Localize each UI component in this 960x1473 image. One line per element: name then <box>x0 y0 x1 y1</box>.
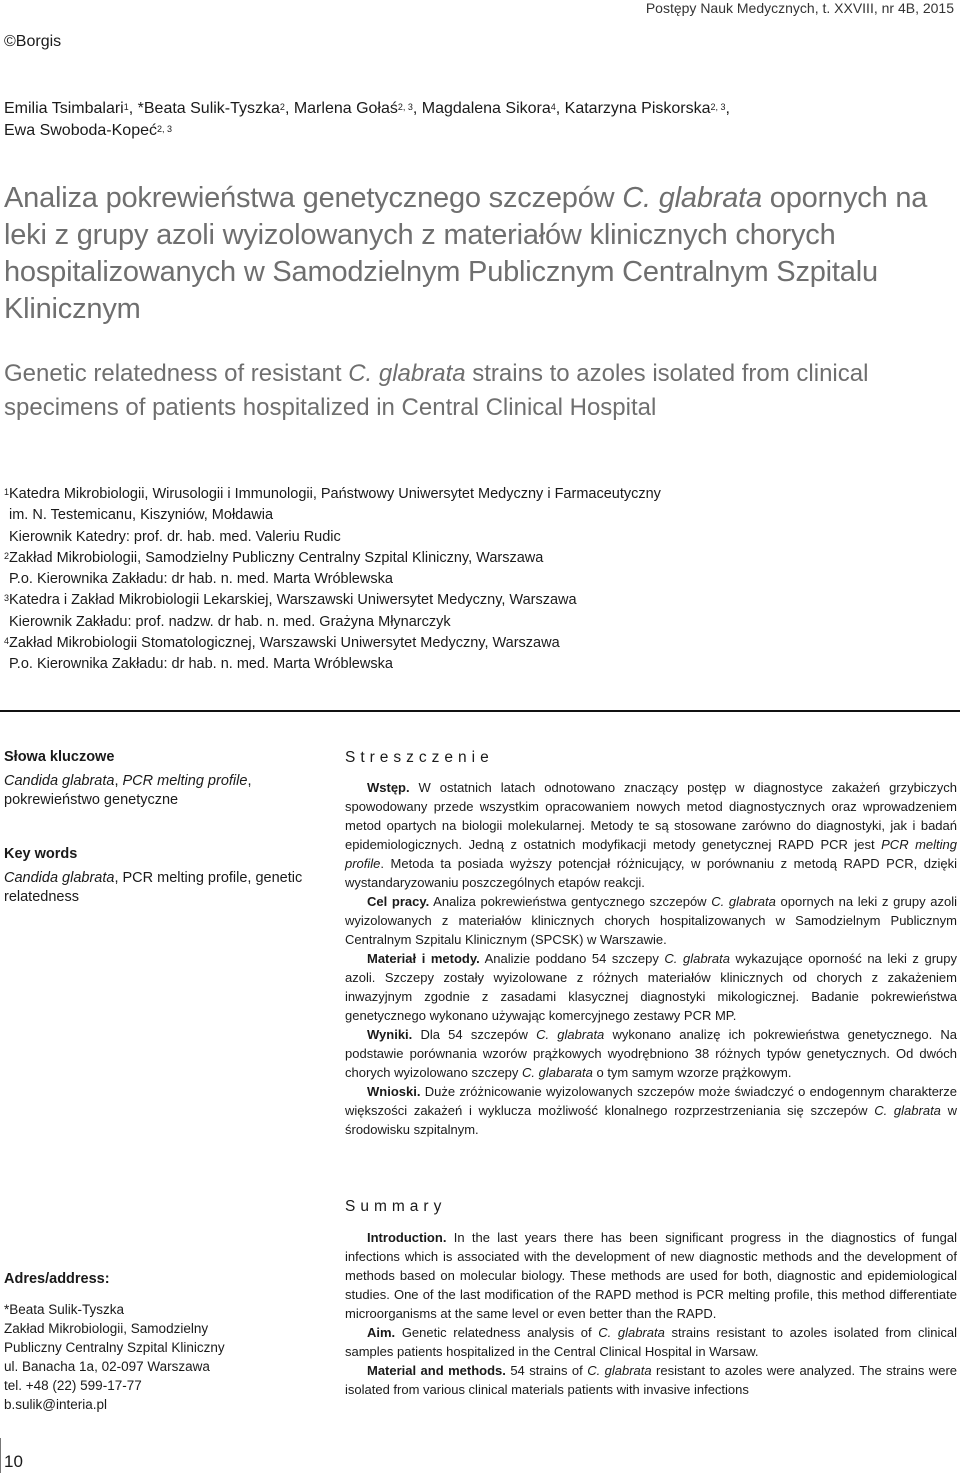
affiliation-text: Zakład Mikrobiologii Stomatologicznej, Warszawski Uniwersytet Medyczny, Warszawa <box>9 635 560 652</box>
keywords-polish <box>4 748 304 810</box>
affiliation-line <box>4 548 944 569</box>
title-english <box>4 357 954 425</box>
page-number: 10 <box>4 1452 23 1471</box>
abstract-english-heading: Summary <box>345 1198 447 1215</box>
paragraph-text: wykazujące oporność na leki z grupy azoli. Szczepy zostały wyizolowane z różnych materiałów klinicznych od chorych z zakażeniem inwazyjnym zgodnie z zasadami klasycznej diagnostyki mikologicznej. Badanie pokrewieństwa genetycznego wykonano używając komercyjnego zestawy PCR MP. <box>345 951 957 1023</box>
paragraph-text: Analiza pokrewieństwa gentycznego szczepów <box>429 894 712 909</box>
keywords-polish-heading: Słowa kluczowe <box>4 749 115 765</box>
title-polish-species: C. glabrata <box>622 182 762 214</box>
paragraph-label: Aim. <box>367 1325 396 1340</box>
title-polish-pre: Analiza pokrewieństwa genetycznego szczepów <box>4 182 623 214</box>
affiliation-text: Katedra Mikrobiologii, Wirusologii i Immunologii, Państwowy Uniwersytet Medyczny i Farmaceutyczny <box>9 486 661 502</box>
affiliation-line <box>4 633 944 654</box>
keyword-italic: Candida glabrata <box>4 870 115 886</box>
affiliation-text: P.o. Kierownika Zakładu: dr hab. n. med. Marta Wróblewska <box>9 571 393 588</box>
paragraph-text: resistant to azoles were analyzed. The strains were isolated from various clinical materials patients with invasive infections <box>345 1363 958 1397</box>
abstract-paragraph <box>345 778 957 892</box>
title-polish-post: opornych na leki z grupy azoli wyizolowanych z materiałów klinicznych chorych hospitalizowanych w Samodzielnym Publicznym Centralnym Szpitalu Klinicznym <box>4 182 928 325</box>
address-line: *Beata Sulik-Tyszka <box>4 1302 125 1317</box>
journal-citation: Postępy Nauk Medycznych, t. XXVIII, nr 4B, 2015 <box>645 0 954 16</box>
keywords-english-list <box>4 869 304 907</box>
paragraph-label: Materiał i metody. <box>367 951 480 966</box>
affiliation-number: 3 <box>4 593 10 604</box>
paragraph-text: strains resistant to azoles isolated from clinical samples patients hospitalized in the Central Clinical Hospital in Warsaw. <box>345 1325 957 1359</box>
affiliation-line <box>4 505 944 526</box>
affiliations <box>4 484 944 676</box>
title-polish <box>4 180 954 328</box>
affiliation-line <box>4 527 944 548</box>
author-name: Emilia Tsimbalari <box>4 100 124 117</box>
affiliation-text: Katedra i Zakład Mikrobiologii Lekarskiej, Warszawski Uniwersytet Medyczny, Warszawa <box>9 592 577 609</box>
address-line: Publiczny Centralny Szpital Kliniczny <box>4 1340 225 1355</box>
keywords-polish-list <box>4 772 304 810</box>
paragraph-label: Wstęp. <box>367 780 410 795</box>
affiliation-number: 1 <box>4 487 10 497</box>
address-email: b.sulik@interia.pl <box>4 1397 107 1412</box>
correspondence-address <box>4 1270 304 1414</box>
paragraph-text: W ostatnich latach odnotowano znaczący postęp w diagnostyce zakażeń grzybiczych spowodowany przede wszystkim opracowaniem nowych metod diagnostycznych oraz wprowadzeniem metod opartych na biologii molekularnej. Metody te są stosowane zarówno do diagnostyki, jak i badań epidemiologicznych. Jedną z ostatnich modyfikacji metody genetycznej RAPD PCR jest <box>345 780 957 852</box>
affiliation-line <box>4 654 944 675</box>
abstract-polish <box>345 748 957 1139</box>
affiliation-text: Zakład Mikrobiologii, Samodzielny Publiczny Centralny Szpital Kliniczny, Warszawa <box>9 549 544 566</box>
affiliation-number: 2 <box>4 550 10 561</box>
abstract-paragraph <box>345 892 957 949</box>
paragraph-text: wykonano analizę ich pokrewieństwa genetycznego. Na podstawie porównania wzorów prążkowych wyodrębniono 38 różnych typów genetycznych. Od dwóch chorych wyizolowano szczepy <box>345 1027 957 1080</box>
paragraph-text: 54 strains of <box>505 1363 588 1378</box>
author-name: Marlena Gołaś <box>293 100 398 117</box>
author-separator: , <box>412 100 422 117</box>
keywords-english-heading: Key words <box>4 846 78 862</box>
abstract-paragraph <box>345 1082 957 1139</box>
abstract-english <box>345 1197 957 1399</box>
paragraph-text: o tym samym wzorze prążkowym. <box>592 1065 792 1080</box>
author-separator: , <box>725 100 730 117</box>
paragraph-text: Genetic relatedness analysis of <box>395 1325 599 1340</box>
paragraph-italic: C. glabrata <box>711 894 776 909</box>
paragraph-italic: C. glabrata <box>598 1325 665 1340</box>
paragraph-italic: PCR melting profile <box>345 837 957 871</box>
author-separator: , <box>555 100 565 117</box>
keyword-text: , pokrewieństwo genetyczne <box>4 773 252 808</box>
author-affil-ref: 2, 3 <box>156 124 172 134</box>
paragraph-text: Analizie poddano 54 szczepy <box>479 951 665 966</box>
abstract-paragraph <box>345 1025 957 1082</box>
affiliation-number: 4 <box>4 636 10 647</box>
paragraph-text: In the last years there has been significant progress in the diagnostics of fungal infections which is associated with the development of new diagnostic methods and the development of methods based on molecular biology. These methods are used for both, diagnostic and epidemiological studies. One of the last modification of the RAPD method is PCR melting profile, this method differentiate microorganisms at the same level or even better than the RAPD. <box>345 1230 957 1321</box>
paragraph-italic: C. glabrata <box>664 951 730 966</box>
author-affil-ref: 1 <box>123 102 129 112</box>
abstract-polish-heading: Streszczenie <box>345 749 494 766</box>
paragraph-text: opornych na leki z grupy azoli wyizolowanych z materiałów klinicznych chorych hospitalizowanych w Samodzielnym Publicznym Centralnym Szpitalu Klinicznym (SPCSK) w Warszawie. <box>345 894 958 947</box>
keyword-text: , <box>114 773 123 789</box>
abstract-paragraph <box>345 1228 957 1323</box>
paragraph-italic: C. glabrata <box>587 1363 652 1378</box>
keyword-italic: Candida glabrata <box>4 773 115 789</box>
affiliation-text: P.o. Kierownika Zakładu: dr hab. n. med. Marta Wróblewska <box>9 656 393 673</box>
author-name: Magdalena Sikora <box>421 100 551 117</box>
paragraph-italic: C. glabrata <box>874 1103 941 1118</box>
title-english-post: strains to azoles isolated from clinical specimens of patients hospitalized in Central Clinical Hospital <box>4 360 869 421</box>
paragraph-text: . Metoda ta posiada wyższy potencjał różnicujący, w porównaniu z metodą RAPD PCR, dzięki wystandaryzowaniu poszczególnych etapów reakcji. <box>345 856 957 890</box>
affiliation-line <box>4 612 944 633</box>
author-name: *Beata Sulik-Tyszka <box>137 100 280 117</box>
paragraph-italic: C. glabarata <box>522 1065 593 1080</box>
section-divider <box>0 710 960 712</box>
affiliation-line <box>4 484 944 505</box>
address-heading: Adres/address: <box>4 1271 110 1287</box>
author-name: Katarzyna Piskorska <box>564 100 711 117</box>
paragraph-text: w środowisku szpitalnym. <box>345 1103 958 1137</box>
keyword-italic: PCR melting profile <box>122 773 248 789</box>
address-line: ul. Banacha 1a, 02-097 Warszawa <box>4 1359 210 1374</box>
abstract-paragraph <box>345 949 957 1025</box>
paragraph-label: Introduction. <box>367 1230 447 1245</box>
keywords-english <box>4 845 304 907</box>
author-affil-ref: 2 <box>279 102 285 112</box>
abstract-paragraph <box>345 1323 957 1361</box>
affiliation-text: Kierownik Zakładu: prof. nadzw. dr hab. n. med. Grażyna Młynarczyk <box>9 613 451 630</box>
page-margin-rule <box>0 1438 1 1473</box>
author-separator: , <box>128 100 138 117</box>
affiliation-line <box>4 569 944 590</box>
paragraph-label: Wnioski. <box>367 1084 421 1099</box>
publisher-mark: ©Borgis <box>4 33 62 50</box>
author-affil-ref: 4 <box>550 102 556 112</box>
author-affil-ref: 2, 3 <box>710 102 726 112</box>
keyword-text: , PCR melting profile, genetic relatedness <box>4 870 303 905</box>
affiliation-text: im. N. Testemicanu, Kiszyniów, Mołdawia <box>9 507 274 524</box>
paragraph-label: Wyniki. <box>367 1027 413 1042</box>
paragraph-text: Dla 54 szczepów <box>412 1027 537 1042</box>
paragraph-text: Duże zróżnicowanie wyizolowanych szczepów może świadczyć o endogennym charakterze większości zakażeń i wyklucza możliwość klonalnego rozprzestrzeniania się szczepów <box>345 1084 957 1118</box>
affiliation-line <box>4 590 944 611</box>
abstract-paragraph <box>345 1361 957 1399</box>
paragraph-label: Material and methods. <box>367 1363 506 1378</box>
title-english-pre: Genetic relatedness of resistant <box>4 360 349 387</box>
paragraph-italic: C. glabrata <box>536 1027 605 1042</box>
title-english-species: C. glabrata <box>348 360 466 387</box>
address-line: Zakład Mikrobiologii, Samodzielny <box>4 1321 209 1336</box>
author-name: Ewa Swoboda-Kopeć <box>4 122 157 139</box>
paragraph-label: Cel pracy. <box>367 894 430 909</box>
affiliation-text: Kierownik Katedry: prof. dr. hab. med. Valeriu Rudic <box>9 528 341 545</box>
author-list <box>4 98 944 142</box>
author-affil-ref: 2, 3 <box>397 102 413 112</box>
address-line: tel. +48 (22) 599-17-77 <box>4 1378 142 1393</box>
author-separator: , <box>284 100 294 117</box>
